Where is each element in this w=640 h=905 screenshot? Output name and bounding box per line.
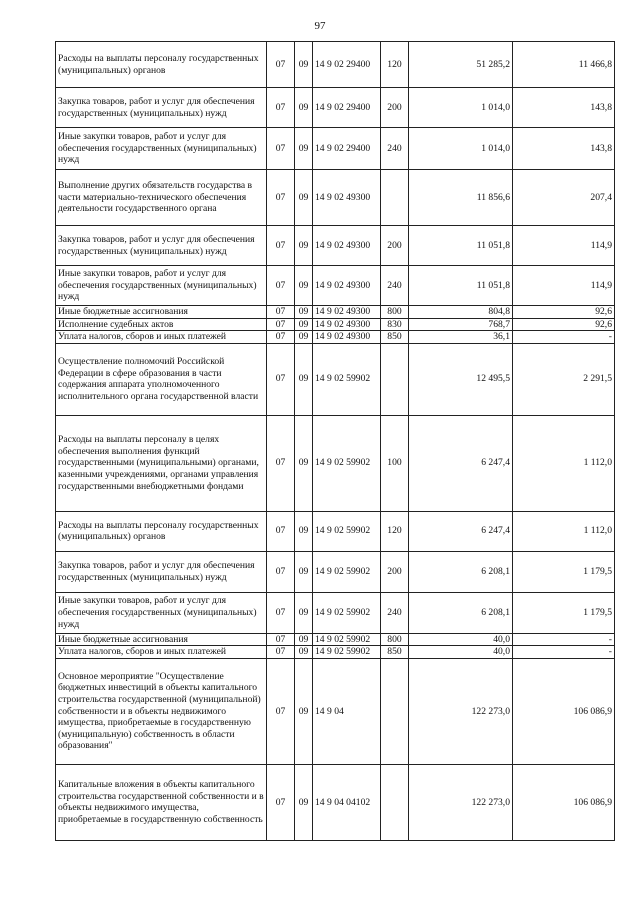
row-target-code: 14 9 02 49300 <box>313 331 381 344</box>
row-section: 07 <box>267 592 295 633</box>
row-expense-type: 240 <box>381 128 409 170</box>
row-amount-plan: 1 014,0 <box>409 128 513 170</box>
row-expense-type <box>381 658 409 764</box>
row-subsection: 09 <box>295 592 313 633</box>
row-name: Осуществление полномочий Российской Федерации в сфере образования в части содержания аппарата уполномоченного исполнительного органа государственной власти <box>56 343 267 415</box>
row-amount-actual: 143,8 <box>513 128 615 170</box>
row-section: 07 <box>267 551 295 592</box>
row-subsection: 09 <box>295 415 313 511</box>
row-subsection: 09 <box>295 646 313 659</box>
row-amount-actual: 1 179,5 <box>513 592 615 633</box>
table-row <box>56 318 615 331</box>
row-target-code: 14 9 02 59902 <box>313 592 381 633</box>
row-name: Закупка товаров, работ и услуг для обеспечения государственных (муниципальных) нужд <box>56 88 267 128</box>
row-name: Иные бюджетные ассигнования <box>56 306 267 319</box>
row-subsection: 09 <box>295 343 313 415</box>
row-amount-actual: 92,6 <box>513 318 615 331</box>
row-name: Расходы на выплаты персоналу государственных (муниципальных) органов <box>56 42 267 88</box>
row-target-code: 14 9 04 04102 <box>313 764 381 840</box>
row-target-code: 14 9 02 59902 <box>313 415 381 511</box>
row-target-code: 14 9 02 59902 <box>313 343 381 415</box>
row-target-code: 14 9 02 49300 <box>313 266 381 306</box>
row-amount-plan: 12 495,5 <box>409 343 513 415</box>
budget-table <box>55 41 615 841</box>
row-amount-plan: 122 273,0 <box>409 764 513 840</box>
row-section: 07 <box>267 88 295 128</box>
row-subsection: 09 <box>295 318 313 331</box>
row-section: 07 <box>267 170 295 226</box>
row-expense-type <box>381 170 409 226</box>
row-target-code: 14 9 02 49300 <box>313 318 381 331</box>
row-subsection: 09 <box>295 331 313 344</box>
row-target-code: 14 9 02 49300 <box>313 226 381 266</box>
row-amount-plan: 40,0 <box>409 646 513 659</box>
row-subsection: 09 <box>295 633 313 646</box>
row-section: 07 <box>267 306 295 319</box>
row-expense-type: 240 <box>381 266 409 306</box>
row-expense-type <box>381 343 409 415</box>
table-row <box>56 551 615 592</box>
row-expense-type: 200 <box>381 226 409 266</box>
row-expense-type: 200 <box>381 88 409 128</box>
row-subsection: 09 <box>295 266 313 306</box>
page-number: 97 <box>314 20 326 32</box>
row-name: Расходы на выплаты персоналу государственных (муниципальных) органов <box>56 511 267 551</box>
table-row <box>56 170 615 226</box>
row-section: 07 <box>267 331 295 344</box>
row-target-code: 14 9 02 29400 <box>313 42 381 88</box>
row-amount-actual: 207,4 <box>513 170 615 226</box>
row-amount-plan: 11 856,6 <box>409 170 513 226</box>
row-expense-type: 100 <box>381 415 409 511</box>
row-name: Иные закупки товаров, работ и услуг для обеспечения государственных (муниципальных) нужд <box>56 266 267 306</box>
row-name: Иные закупки товаров, работ и услуг для обеспечения государственных (муниципальных) нужд <box>56 592 267 633</box>
row-target-code: 14 9 04 <box>313 658 381 764</box>
table-row <box>56 646 615 659</box>
row-target-code: 14 9 02 29400 <box>313 88 381 128</box>
row-subsection: 09 <box>295 42 313 88</box>
row-section: 07 <box>267 511 295 551</box>
row-section: 07 <box>267 42 295 88</box>
row-amount-actual: - <box>513 331 615 344</box>
row-subsection: 09 <box>295 226 313 266</box>
row-amount-actual: 143,8 <box>513 88 615 128</box>
table-row <box>56 306 615 319</box>
row-expense-type: 200 <box>381 551 409 592</box>
row-name: Уплата налогов, сборов и иных платежей <box>56 646 267 659</box>
table-row <box>56 658 615 764</box>
row-amount-plan: 1 014,0 <box>409 88 513 128</box>
row-name: Основное мероприятие "Осуществление бюджетных инвестиций в объекты капитального строительства государственной (муниципальной) собственности и в объекты недвижимого имущества, приобретаемые в государственную (муниципальную) собственность в области образования" <box>56 658 267 764</box>
row-target-code: 14 9 02 59902 <box>313 551 381 592</box>
table-row <box>56 343 615 415</box>
row-amount-actual: - <box>513 633 615 646</box>
table-row <box>56 88 615 128</box>
row-subsection: 09 <box>295 170 313 226</box>
row-expense-type: 830 <box>381 318 409 331</box>
row-name: Расходы на выплаты персоналу в целях обеспечения выполнения функций государственными (муниципальными) органами, казенными учреждениями, органами управления государственными внебюджетными фондами <box>56 415 267 511</box>
row-target-code: 14 9 02 49300 <box>313 306 381 319</box>
row-name: Закупка товаров, работ и услуг для обеспечения государственных (муниципальных) нужд <box>56 226 267 266</box>
table-row <box>56 128 615 170</box>
row-section: 07 <box>267 646 295 659</box>
row-amount-plan: 804,8 <box>409 306 513 319</box>
row-name: Капитальные вложения в объекты капитального строительства государственной собственности и в объекты недвижимого имущества, приобретаемые в государственную собственность <box>56 764 267 840</box>
row-amount-actual: 11 466,8 <box>513 42 615 88</box>
row-section: 07 <box>267 658 295 764</box>
row-target-code: 14 9 02 59902 <box>313 511 381 551</box>
row-subsection: 09 <box>295 658 313 764</box>
table-row <box>56 511 615 551</box>
table-row <box>56 764 615 840</box>
row-section: 07 <box>267 226 295 266</box>
row-amount-actual: 2 291,5 <box>513 343 615 415</box>
row-target-code: 14 9 02 49300 <box>313 170 381 226</box>
table-row <box>56 592 615 633</box>
row-expense-type: 120 <box>381 511 409 551</box>
row-target-code: 14 9 02 59902 <box>313 633 381 646</box>
row-section: 07 <box>267 343 295 415</box>
row-target-code: 14 9 02 29400 <box>313 128 381 170</box>
row-amount-actual: 1 112,0 <box>513 415 615 511</box>
table-row <box>56 42 615 88</box>
row-subsection: 09 <box>295 551 313 592</box>
row-expense-type: 120 <box>381 42 409 88</box>
row-expense-type: 800 <box>381 306 409 319</box>
row-amount-actual: 1 179,5 <box>513 551 615 592</box>
row-amount-actual: 106 086,9 <box>513 658 615 764</box>
row-section: 07 <box>267 415 295 511</box>
row-amount-plan: 51 285,2 <box>409 42 513 88</box>
row-amount-actual: - <box>513 646 615 659</box>
row-name: Иные бюджетные ассигнования <box>56 633 267 646</box>
row-amount-actual: 1 112,0 <box>513 511 615 551</box>
row-amount-actual: 114,9 <box>513 266 615 306</box>
row-amount-plan: 6 208,1 <box>409 551 513 592</box>
table-row <box>56 226 615 266</box>
table-row <box>56 331 615 344</box>
row-amount-actual: 92,6 <box>513 306 615 319</box>
row-amount-actual: 114,9 <box>513 226 615 266</box>
row-expense-type: 800 <box>381 633 409 646</box>
row-subsection: 09 <box>295 764 313 840</box>
row-name: Закупка товаров, работ и услуг для обеспечения государственных (муниципальных) нужд <box>56 551 267 592</box>
row-name: Уплата налогов, сборов и иных платежей <box>56 331 267 344</box>
row-amount-plan: 6 247,4 <box>409 511 513 551</box>
row-section: 07 <box>267 266 295 306</box>
row-name: Исполнение судебных актов <box>56 318 267 331</box>
row-name: Выполнение других обязательств государства в части материально-технического обеспечения деятельности государственного органа <box>56 170 267 226</box>
row-subsection: 09 <box>295 128 313 170</box>
row-amount-plan: 768,7 <box>409 318 513 331</box>
row-amount-plan: 6 208,1 <box>409 592 513 633</box>
row-target-code: 14 9 02 59902 <box>313 646 381 659</box>
row-section: 07 <box>267 764 295 840</box>
row-amount-plan: 11 051,8 <box>409 266 513 306</box>
table-row <box>56 415 615 511</box>
row-section: 07 <box>267 633 295 646</box>
table-row <box>56 266 615 306</box>
table-row <box>56 633 615 646</box>
row-subsection: 09 <box>295 306 313 319</box>
row-amount-plan: 6 247,4 <box>409 415 513 511</box>
row-amount-actual: 106 086,9 <box>513 764 615 840</box>
row-subsection: 09 <box>295 511 313 551</box>
row-expense-type <box>381 764 409 840</box>
row-section: 07 <box>267 128 295 170</box>
row-name: Иные закупки товаров, работ и услуг для обеспечения государственных (муниципальных) нужд <box>56 128 267 170</box>
row-amount-plan: 122 273,0 <box>409 658 513 764</box>
row-subsection: 09 <box>295 88 313 128</box>
row-expense-type: 850 <box>381 646 409 659</box>
row-amount-plan: 11 051,8 <box>409 226 513 266</box>
row-expense-type: 850 <box>381 331 409 344</box>
row-amount-plan: 40,0 <box>409 633 513 646</box>
row-expense-type: 240 <box>381 592 409 633</box>
row-amount-plan: 36,1 <box>409 331 513 344</box>
row-section: 07 <box>267 318 295 331</box>
